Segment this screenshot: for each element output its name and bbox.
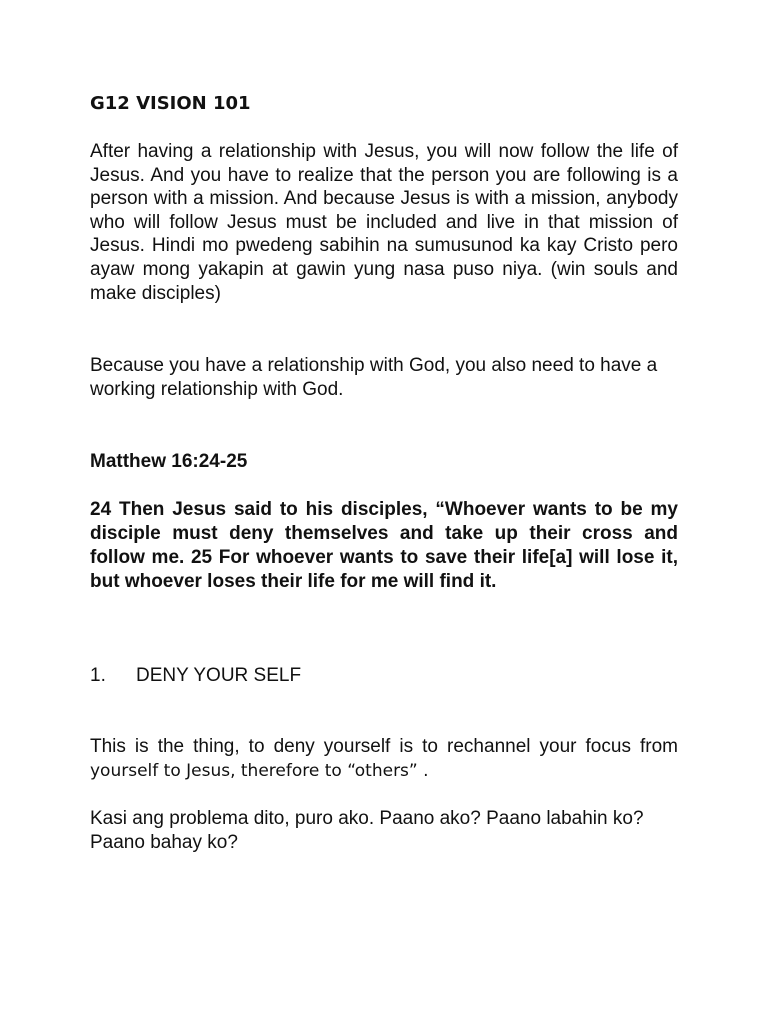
working-relationship-paragraph: Because you have a relationship with God, you also need to have a working relationship with God.	[90, 355, 658, 400]
deny-yourself-text: This is the thing, to deny yourself is to rechannel your focus from	[90, 736, 678, 757]
section-heading-text: DENY YOUR SELF	[136, 665, 302, 686]
section-heading-deny-yourself	[90, 664, 678, 688]
problem-paragraph: Kasi ang problema dito, puro ako. Paano ako? Paano labahin ko? Paano bahay ko?	[90, 808, 644, 853]
scripture-reference: Matthew 16:24-25	[90, 451, 248, 472]
section-number: 1.	[90, 665, 106, 686]
document-title: G12 VISION 101	[90, 93, 251, 114]
intro-paragraph: After having a relationship with Jesus, you will now follow the life of Jesus. And you have to realize that the person you are following is a person with a mission. And because Jesus is with a mission, anybody who will follow Jesus must be included and live in that mission of Jesus. Hindi mo pwedeng sabihin na sumusunod ka kay Cristo pero ayaw mong yakapin at gawin yung nasa puso niya. (win souls and make disciples)	[90, 141, 678, 304]
deny-yourself-paragraph	[90, 735, 678, 783]
deny-yourself-emphasis: yourself to Jesus, therefore to “others” .	[90, 760, 429, 781]
scripture-text: 24 Then Jesus said to his disciples, “Whoever wants to be my disciple must deny themselves and take up their cross and follow me. 25 For whoever wants to save their life[a] will lose it, but whoever loses their life for me will find it.	[90, 499, 678, 592]
